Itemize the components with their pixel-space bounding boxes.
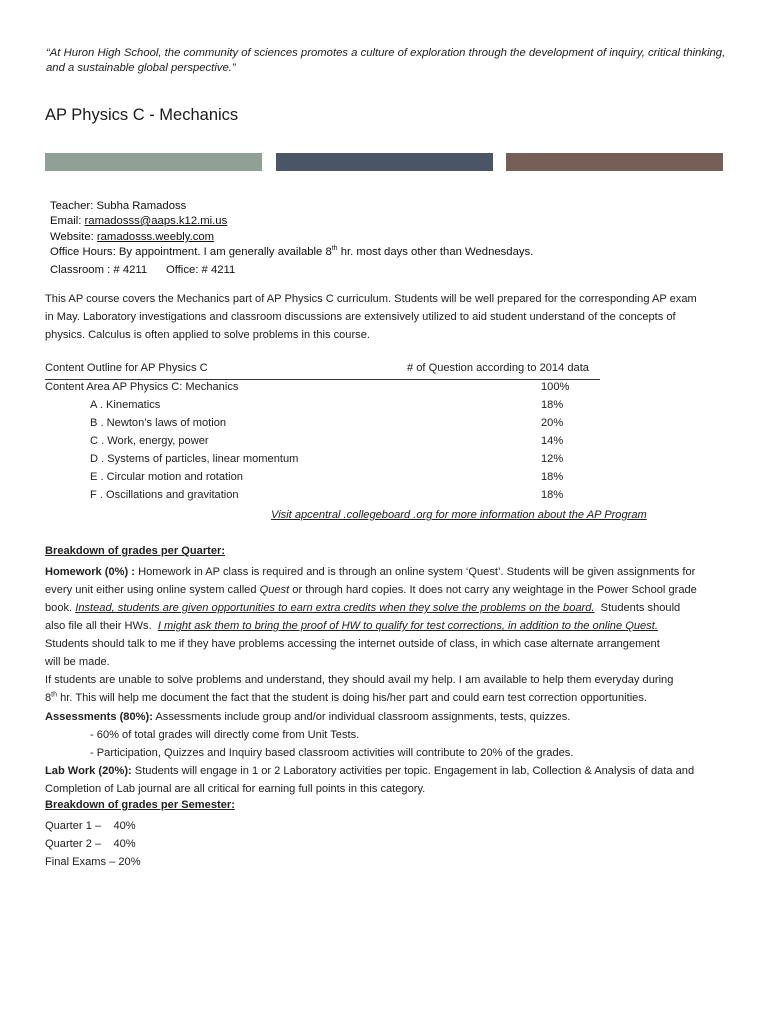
outline-item-value: 20% bbox=[541, 417, 564, 429]
help-text-end: hr. This will help me document the fact that the student is doing his/her part and could earn test correction opportunities. bbox=[57, 692, 647, 704]
outline-item-value: 14% bbox=[541, 435, 564, 447]
intro-line-1: This AP course covers the Mechanics part of AP Physics C curriculum. Students will be well prepared for the corresponding AP exam bbox=[45, 293, 697, 305]
homework-text: Students should bbox=[594, 602, 681, 614]
homework-text: also file all their HWs. bbox=[45, 620, 158, 632]
mission-quote: “At Huron High School, the community of sciences promotes a culture of exploration through the development of inquiry, critical thinking, and a sustainable global perspective.” bbox=[46, 47, 726, 74]
lab-work-text: Students will engage in 1 or 2 Laboratory activities per topic. Engagement in lab, Collection & Analysis of data and bbox=[131, 765, 695, 777]
office-hours-text-end: hr. most days other than Wednesdays. bbox=[337, 246, 534, 258]
help-text: 8 bbox=[45, 692, 52, 704]
email-line bbox=[50, 214, 227, 229]
outline-item-value: 18% bbox=[541, 471, 564, 483]
apcentral-link[interactable]: Visit apcentral .collegeboard .org for more information about the AP Program bbox=[271, 509, 647, 521]
outline-item-label: A . Kinematics bbox=[90, 399, 161, 411]
assessments-line bbox=[45, 708, 570, 726]
assessments-label: Assessments (80%): bbox=[45, 711, 153, 723]
lab-work-line-2: Completion of Lab journal are all critical for earning full points in this category. bbox=[45, 783, 426, 795]
lab-work-line-1 bbox=[45, 762, 694, 780]
outline-item-label: D . Systems of particles, linear momentum bbox=[90, 453, 299, 465]
assessments-bullet: - Participation, Quizzes and Inquiry based classroom activities will contribute to 20% of the grades. bbox=[90, 747, 574, 759]
quarter-grades-heading: Breakdown of grades per Quarter: bbox=[45, 545, 226, 557]
classroom-office: Classroom : # 4211 Office: # 4211 bbox=[50, 264, 236, 276]
website-line bbox=[50, 230, 214, 245]
help-line-2 bbox=[45, 689, 647, 707]
semester-quarter-1: Quarter 1 – 40% bbox=[45, 820, 136, 832]
outline-header-right: # of Question according to 2014 data bbox=[407, 362, 589, 374]
outline-item-label: E . Circular motion and rotation bbox=[90, 471, 243, 483]
website-label: Website: bbox=[50, 231, 97, 243]
lab-work-label: Lab Work (20%): bbox=[45, 765, 132, 777]
email-link[interactable]: ramadosss@aaps.k12.mi.us bbox=[84, 215, 228, 227]
office-hours-sup: th bbox=[331, 245, 338, 253]
outline-item-label: F . Oscillations and gravitation bbox=[90, 489, 239, 501]
color-bar-brown bbox=[506, 153, 723, 171]
page-title: AP Physics C - Mechanics bbox=[45, 106, 239, 124]
email-label: Email: bbox=[50, 215, 85, 227]
website-link[interactable]: ramadosss.weebly.com bbox=[96, 231, 215, 243]
assessments-text: Assessments include group and/or individual classroom assignments, tests, quizzes. bbox=[152, 711, 571, 723]
homework-text: or through hard copies. It does not carry any weightage in the Power School grade bbox=[289, 584, 697, 596]
homework-label: Homework (0%) : bbox=[45, 566, 135, 578]
outline-area-label: Content Area AP Physics C: Mechanics bbox=[45, 381, 239, 393]
homework-line-1 bbox=[45, 563, 695, 581]
help-sup: th bbox=[51, 691, 58, 699]
office-hours-text: Office Hours: By appointment. I am generally available 8 bbox=[50, 246, 332, 258]
homework-text: every unit either using online system called bbox=[45, 584, 260, 596]
outline-area-value: 100% bbox=[541, 381, 570, 393]
outline-item-value: 18% bbox=[541, 489, 564, 501]
outline-item-label: C . Work, energy, power bbox=[90, 435, 209, 447]
homework-line-5: Students should talk to me if they have problems accessing the internet outside of class, in which case alternate arrangement bbox=[45, 638, 660, 650]
outline-item-value: 18% bbox=[541, 399, 564, 411]
outline-table bbox=[0, 381, 768, 501]
semester-grades-heading: Breakdown of grades per Semester: bbox=[45, 799, 235, 811]
outline-header-left: Content Outline for AP Physics C bbox=[45, 362, 208, 374]
extra-credit-note: Instead, students are given opportunities to earn extra credits when they solve the problems on the board. bbox=[75, 602, 595, 614]
homework-line-4 bbox=[45, 617, 658, 635]
homework-text: book. bbox=[45, 602, 76, 614]
homework-line-3 bbox=[45, 599, 680, 617]
semester-final-exams: Final Exams – 20% bbox=[45, 856, 141, 868]
help-line-1: If students are unable to solve problems and understand, they should avail my help. I am available to help them everyday during bbox=[45, 674, 674, 686]
intro-line-3: physics. Calculus is often applied to solve problems in this course. bbox=[45, 329, 370, 341]
intro-line-2: in May. Laboratory investigations and classroom discussions are extensively utilized to aid student understand of the concepts of bbox=[45, 311, 676, 323]
outline-item-label: B . Newton’s laws of motion bbox=[90, 417, 227, 429]
outline-header bbox=[45, 362, 600, 380]
color-bar-sage bbox=[45, 153, 262, 171]
assessments-bullet: - 60% of total grades will directly come from Unit Tests. bbox=[90, 729, 360, 741]
quest-term: Quest bbox=[259, 584, 290, 596]
proof-of-hw-note: I might ask them to bring the proof of HW to qualify for test corrections, in addition to the online Quest. bbox=[157, 620, 658, 632]
homework-text: Homework in AP class is required and is through an online system ‘Quest’. Students will be given assignments for bbox=[135, 566, 696, 578]
semester-quarter-2: Quarter 2 – 40% bbox=[45, 838, 136, 850]
outline-item-value: 12% bbox=[541, 453, 564, 465]
homework-line-2 bbox=[45, 581, 697, 599]
homework-line-6: will be made. bbox=[45, 656, 110, 668]
teacher-name: Teacher: Subha Ramadoss bbox=[50, 200, 187, 212]
office-hours bbox=[50, 245, 533, 260]
color-bar-slate bbox=[276, 153, 493, 171]
